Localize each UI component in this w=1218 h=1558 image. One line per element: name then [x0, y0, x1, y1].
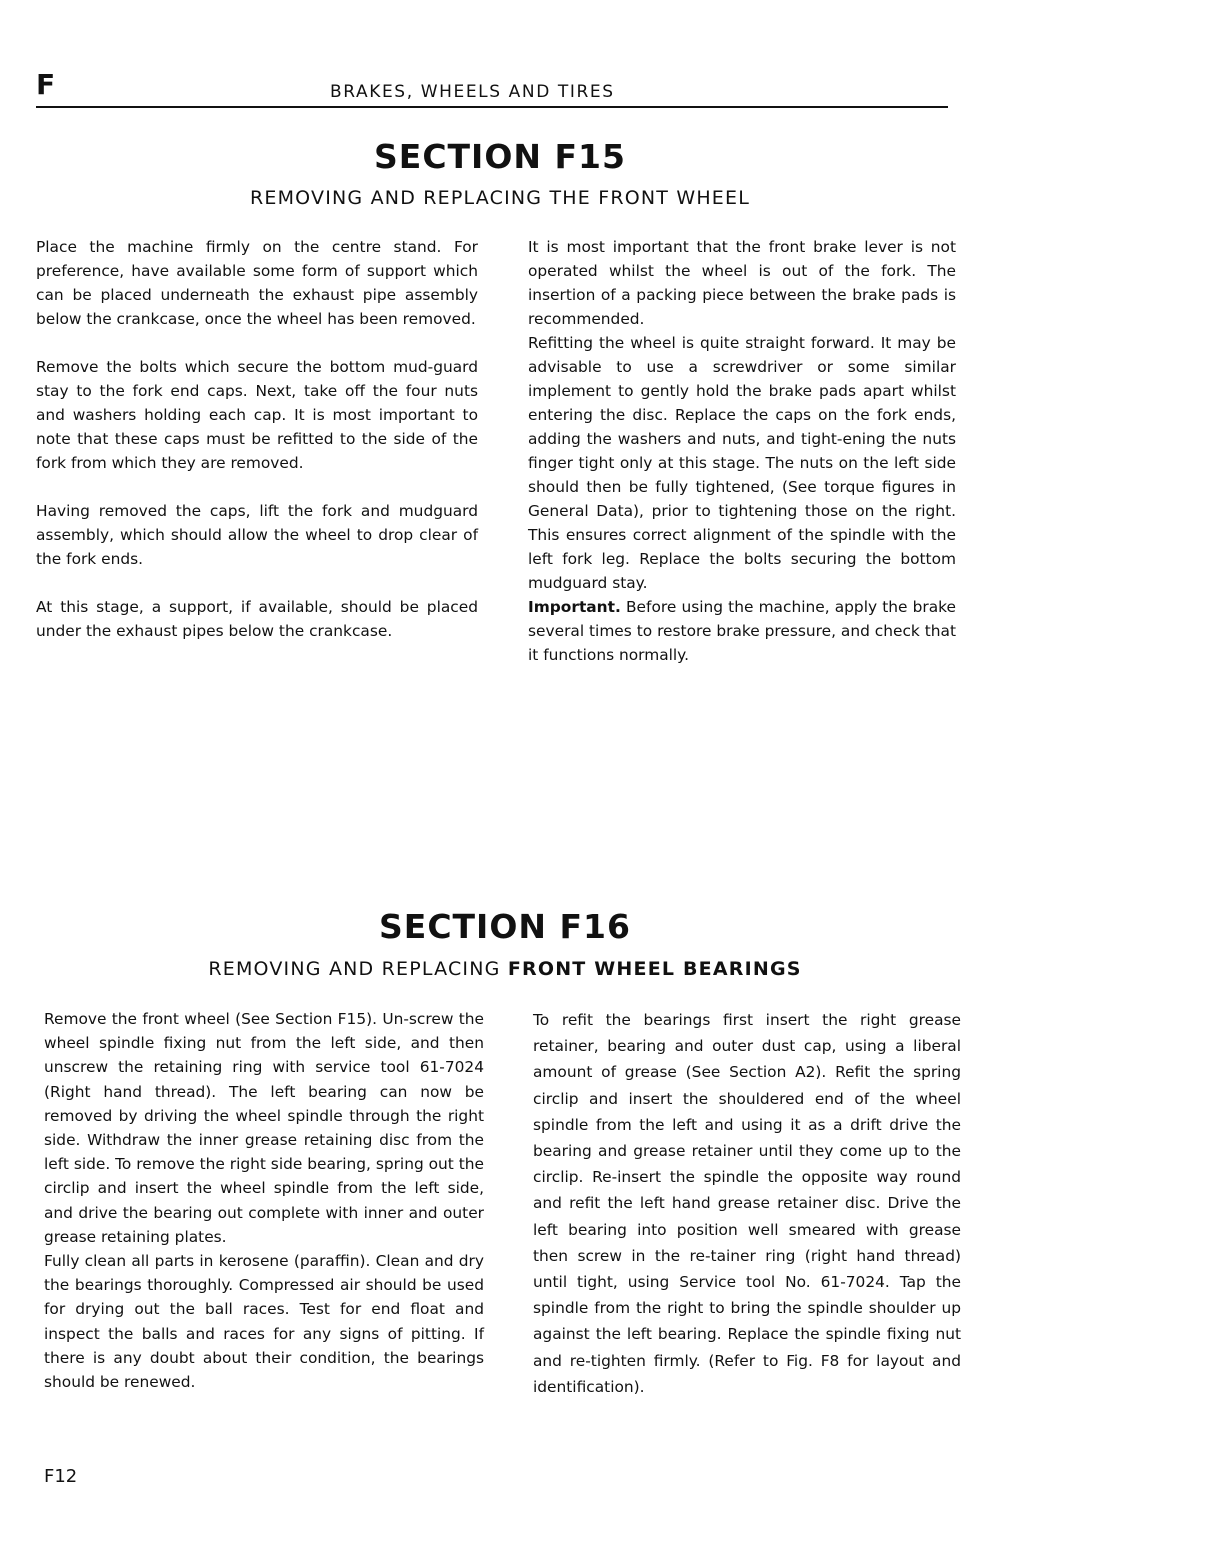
- chapter-title: BRAKES, WHEELS AND TIRES: [330, 82, 615, 102]
- paragraph: To refit the bearings first insert the right grease retainer, bearing and outer dust cap, using a liberal amount of grease (See Section A2). Refit the spring circlip and insert the shouldered end of the wheel spindle from the left and using it as a drift drive the bearing and grease retainer until they come up to the circlip. Re-insert the spindle the opposite way round and refit the left hand grease retainer disc. Drive the left bearing into position well smeared with grease then screw in the re-tainer ring (right hand thread) until tight, using Service tool No. 61-7024. Tap the spindle from the right to bring the spindle shoulder up against the left bearing. Replace the spindle fixing nut and re-tighten firmly. (Refer to Fig. F8 for layout and identification).: [533, 1011, 961, 1396]
- right-column: [528, 235, 956, 667]
- paragraph: Having removed the caps, lift the fork and mudguard assembly, which should allow the wheel to drop clear of the fork ends.: [36, 502, 478, 568]
- section-letter: F: [36, 68, 56, 101]
- page-number: F12: [44, 1466, 78, 1487]
- paragraph: At this stage, a support, if available, should be placed under the exhaust pipes below the crankcase.: [36, 598, 478, 640]
- section-subtitle: [5, 958, 1005, 980]
- header-rule: [36, 106, 948, 108]
- section-subtitle: REMOVING AND REPLACING THE FRONT WHEEL: [249, 187, 751, 209]
- paragraph: Remove the bolts which secure the bottom mud-guard stay to the fork end caps. Next, take off the four nuts and washers holding each cap. It is most important to note that these caps must be refitted to the side of the fork from which they are removed.: [36, 358, 478, 472]
- important-label: Important.: [528, 598, 621, 616]
- subtitle-strong: FRONT WHEEL BEARINGS: [507, 958, 802, 980]
- important-note: [528, 595, 956, 667]
- subtitle-prefix: REMOVING AND REPLACING: [208, 958, 508, 980]
- important-text: Before using the machine, apply the brake several times to restore brake pressure, and check that it functions normally.: [528, 598, 956, 664]
- left-column: [44, 1007, 484, 1394]
- paragraph: Refitting the wheel is quite straight forward. It may be advisable to use a screwdriver or some similar implement to gently hold the brake pads apart whilst entering the disc. Replace the caps on the fork ends, adding the washers and nuts, and tight-ening the nuts finger tight only at this stage. The nuts on the left side should then be fully tightened, (See torque figures in General Data), prior to tightening those on the right. This ensures correct alignment of the spindle with the left fork leg. Replace the bolts securing the bottom mudguard stay.: [528, 334, 956, 592]
- paragraph: It is most important that the front brake lever is not operated whilst the wheel is out of the fork. The insertion of a packing piece between the brake pads is recommended.: [528, 238, 956, 328]
- paragraph: Fully clean all parts in kerosene (paraffin). Clean and dry the bearings thoroughly. Compressed air should be used for drying out the ball races. Test for end float and inspect the balls and races for any signs of pitting. If there is any doubt about their condition, the bearings should be renewed.: [44, 1252, 484, 1392]
- section-title: SECTION F16: [379, 907, 631, 946]
- right-column: [533, 1007, 961, 1400]
- paragraph: Remove the front wheel (See Section F15). Un-screw the wheel spindle fixing nut from the left side, and then unscrew the retaining ring with service tool 61-7024 (Right hand thread). The left bearing can now be removed by driving the wheel spindle through the right side. Withdraw the inner grease retaining disc from the left side. To remove the right side bearing, spring out the circlip and insert the wheel spindle from the left side, and drive the bearing out complete with inner and outer grease retaining plates.: [44, 1010, 484, 1246]
- paragraph: Place the machine firmly on the centre stand. For preference, have available some form of support which can be placed underneath the exhaust pipe assembly below the crankcase, once the wheel has been removed.: [36, 238, 478, 328]
- left-column: [36, 235, 478, 643]
- section-title: SECTION F15: [374, 137, 626, 176]
